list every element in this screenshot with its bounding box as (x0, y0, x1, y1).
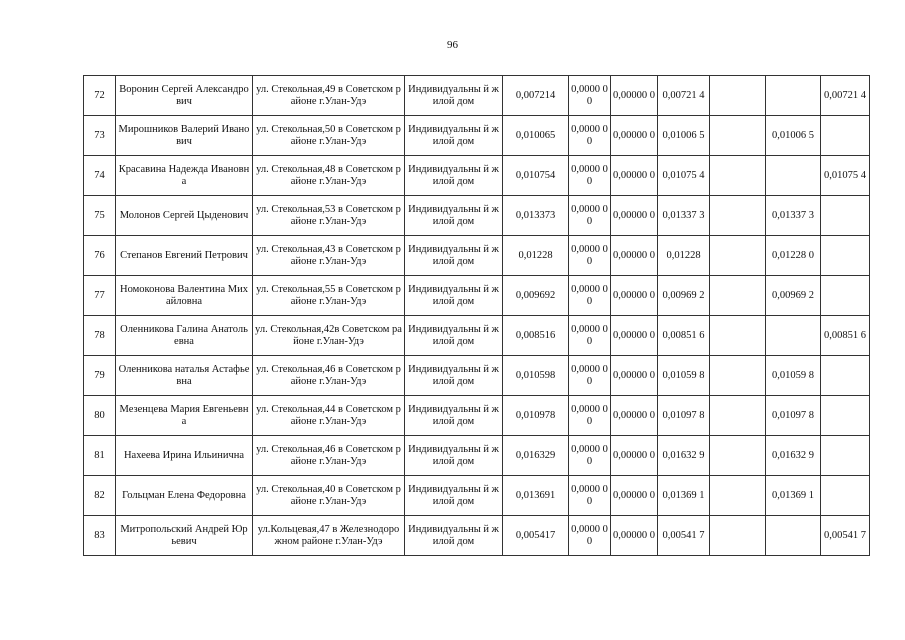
cell-value-5: 0,01059 8 (766, 356, 821, 396)
cell-value-3: 0,01075 4 (658, 156, 710, 196)
cell-value-6 (821, 236, 870, 276)
cell-value-4 (710, 516, 766, 556)
cell-value-1: 0,0000 00 (569, 356, 611, 396)
cell-value-1: 0,0000 00 (569, 236, 611, 276)
table-row (84, 356, 870, 396)
cell-land-use: Индивидуальны й жилой дом (405, 76, 503, 116)
table-row (84, 196, 870, 236)
cell-value-1: 0,0000 00 (569, 276, 611, 316)
cell-address: ул. Стекольная,49 в Советском районе г.Улан-Удэ (253, 76, 405, 116)
cell-number: 72 (84, 76, 116, 116)
cell-address: ул. Стекольная,46 в Советском районе г.Улан-Удэ (253, 436, 405, 476)
cell-address: ул. Стекольная,42в Советском районе г.Улан-Удэ (253, 316, 405, 356)
cell-value-6: 0,01075 4 (821, 156, 870, 196)
cell-value-6: 0,00851 6 (821, 316, 870, 356)
cell-address: ул. Стекольная,44 в Советском районе г.Улан-Удэ (253, 396, 405, 436)
cell-value-5 (766, 156, 821, 196)
cell-value-6 (821, 116, 870, 156)
cell-value-1: 0,0000 00 (569, 116, 611, 156)
cell-owner: Молонов Сергей Цыденович (116, 196, 253, 236)
cell-area: 0,013373 (503, 196, 569, 236)
cell-value-4 (710, 396, 766, 436)
cell-value-5: 0,01228 0 (766, 236, 821, 276)
cell-value-6: 0,00721 4 (821, 76, 870, 116)
cell-value-3: 0,00969 2 (658, 276, 710, 316)
cell-value-1: 0,0000 00 (569, 316, 611, 356)
cell-value-2: 0,00000 0 (611, 116, 658, 156)
cell-area: 0,007214 (503, 76, 569, 116)
cell-land-use: Индивидуальны й жилой дом (405, 476, 503, 516)
cell-number: 83 (84, 516, 116, 556)
cell-value-1: 0,0000 00 (569, 76, 611, 116)
cell-number: 80 (84, 396, 116, 436)
cell-address: ул. Стекольная,53 в Советском районе г.Улан-Удэ (253, 196, 405, 236)
cell-value-6 (821, 436, 870, 476)
cell-value-3: 0,01228 (658, 236, 710, 276)
cell-value-1: 0,0000 00 (569, 396, 611, 436)
cell-value-2: 0,00000 0 (611, 196, 658, 236)
cell-value-2: 0,00000 0 (611, 156, 658, 196)
table-row (84, 316, 870, 356)
cell-owner: Мезенцева Мария Евгеньевна (116, 396, 253, 436)
cell-value-5 (766, 316, 821, 356)
table-body (84, 76, 870, 556)
cell-owner: Оленникова наталья Астафьевна (116, 356, 253, 396)
cell-value-4 (710, 476, 766, 516)
cell-number: 74 (84, 156, 116, 196)
cell-area: 0,010978 (503, 396, 569, 436)
cell-number: 75 (84, 196, 116, 236)
table-row (84, 516, 870, 556)
cell-owner: Нахеева Ирина Ильинична (116, 436, 253, 476)
cell-land-use: Индивидуальны й жилой дом (405, 316, 503, 356)
cell-value-6 (821, 196, 870, 236)
cell-value-5: 0,01369 1 (766, 476, 821, 516)
cell-address: ул. Стекольная,46 в Советском районе г.Улан-Удэ (253, 356, 405, 396)
cell-value-6 (821, 356, 870, 396)
cell-value-4 (710, 76, 766, 116)
cell-value-4 (710, 276, 766, 316)
cell-area: 0,005417 (503, 516, 569, 556)
cell-address: ул. Стекольная,43 в Советском районе г.Улан-Удэ (253, 236, 405, 276)
cell-value-6 (821, 476, 870, 516)
table-row (84, 116, 870, 156)
cell-value-1: 0,0000 00 (569, 196, 611, 236)
cell-land-use: Индивидуальны й жилой дом (405, 396, 503, 436)
cell-value-1: 0,0000 00 (569, 436, 611, 476)
cell-value-2: 0,00000 0 (611, 516, 658, 556)
cell-area: 0,008516 (503, 316, 569, 356)
cell-value-4 (710, 116, 766, 156)
cell-value-4 (710, 356, 766, 396)
cell-value-3: 0,01632 9 (658, 436, 710, 476)
cell-number: 76 (84, 236, 116, 276)
cell-value-4 (710, 236, 766, 276)
cell-owner: Красавина Надежда Ивановна (116, 156, 253, 196)
table-row (84, 76, 870, 116)
cell-value-3: 0,01097 8 (658, 396, 710, 436)
cell-value-1: 0,0000 00 (569, 476, 611, 516)
table-row (84, 436, 870, 476)
cell-owner: Оленникова Галина Анатольевна (116, 316, 253, 356)
cell-area: 0,016329 (503, 436, 569, 476)
cell-value-6 (821, 276, 870, 316)
cell-land-use: Индивидуальны й жилой дом (405, 196, 503, 236)
cell-number: 81 (84, 436, 116, 476)
cell-value-2: 0,00000 0 (611, 356, 658, 396)
cell-address: ул. Стекольная,40 в Советском районе г.Улан-Удэ (253, 476, 405, 516)
cell-value-4 (710, 316, 766, 356)
cell-value-5: 0,01006 5 (766, 116, 821, 156)
cell-value-2: 0,00000 0 (611, 316, 658, 356)
cell-value-2: 0,00000 0 (611, 396, 658, 436)
cell-owner: Мирошников Валерий Иванович (116, 116, 253, 156)
cell-address: ул.Кольцевая,47 в Железнодорожном районе г.Улан-Удэ (253, 516, 405, 556)
cell-value-3: 0,00541 7 (658, 516, 710, 556)
cell-owner: Степанов Евгений Петрович (116, 236, 253, 276)
cell-address: ул. Стекольная,48 в Советском районе г.Улан-Удэ (253, 156, 405, 196)
cell-value-5: 0,01097 8 (766, 396, 821, 436)
land-plots-table (83, 75, 870, 556)
cell-value-3: 0,01059 8 (658, 356, 710, 396)
cell-land-use: Индивидуальны й жилой дом (405, 356, 503, 396)
cell-owner: Митропольский Андрей Юрьевич (116, 516, 253, 556)
cell-area: 0,010754 (503, 156, 569, 196)
cell-value-3: 0,00721 4 (658, 76, 710, 116)
cell-value-5 (766, 516, 821, 556)
table-row (84, 236, 870, 276)
cell-land-use: Индивидуальны й жилой дом (405, 436, 503, 476)
cell-value-3: 0,01337 3 (658, 196, 710, 236)
cell-value-2: 0,00000 0 (611, 436, 658, 476)
cell-value-3: 0,00851 6 (658, 316, 710, 356)
cell-value-4 (710, 196, 766, 236)
cell-number: 78 (84, 316, 116, 356)
cell-value-6: 0,00541 7 (821, 516, 870, 556)
cell-value-1: 0,0000 00 (569, 156, 611, 196)
cell-value-3: 0,01369 1 (658, 476, 710, 516)
table-row (84, 156, 870, 196)
cell-address: ул. Стекольная,50 в Советском районе г.Улан-Удэ (253, 116, 405, 156)
cell-value-1: 0,0000 00 (569, 516, 611, 556)
cell-value-4 (710, 436, 766, 476)
cell-value-2: 0,00000 0 (611, 276, 658, 316)
cell-value-2: 0,00000 0 (611, 236, 658, 276)
page-number: 96 (447, 39, 458, 51)
cell-number: 73 (84, 116, 116, 156)
cell-area: 0,010065 (503, 116, 569, 156)
cell-owner: Номоконова Валентина Михайловна (116, 276, 253, 316)
cell-value-2: 0,00000 0 (611, 76, 658, 116)
cell-area: 0,010598 (503, 356, 569, 396)
cell-address: ул. Стекольная,55 в Советском районе г.Улан-Удэ (253, 276, 405, 316)
cell-value-2: 0,00000 0 (611, 476, 658, 516)
cell-value-5: 0,00969 2 (766, 276, 821, 316)
cell-land-use: Индивидуальны й жилой дом (405, 156, 503, 196)
cell-value-5: 0,01337 3 (766, 196, 821, 236)
cell-number: 82 (84, 476, 116, 516)
cell-area: 0,009692 (503, 276, 569, 316)
cell-owner: Воронин Сергей Александрович (116, 76, 253, 116)
table-row (84, 476, 870, 516)
cell-land-use: Индивидуальны й жилой дом (405, 116, 503, 156)
cell-value-5: 0,01632 9 (766, 436, 821, 476)
cell-value-6 (821, 396, 870, 436)
cell-owner: Гольцман Елена Федоровна (116, 476, 253, 516)
cell-number: 77 (84, 276, 116, 316)
cell-land-use: Индивидуальны й жилой дом (405, 236, 503, 276)
cell-value-4 (710, 156, 766, 196)
cell-area: 0,013691 (503, 476, 569, 516)
cell-value-3: 0,01006 5 (658, 116, 710, 156)
table-row (84, 276, 870, 316)
cell-number: 79 (84, 356, 116, 396)
cell-land-use: Индивидуальны й жилой дом (405, 276, 503, 316)
cell-value-5 (766, 76, 821, 116)
table-row (84, 396, 870, 436)
cell-land-use: Индивидуальны й жилой дом (405, 516, 503, 556)
cell-area: 0,01228 (503, 236, 569, 276)
